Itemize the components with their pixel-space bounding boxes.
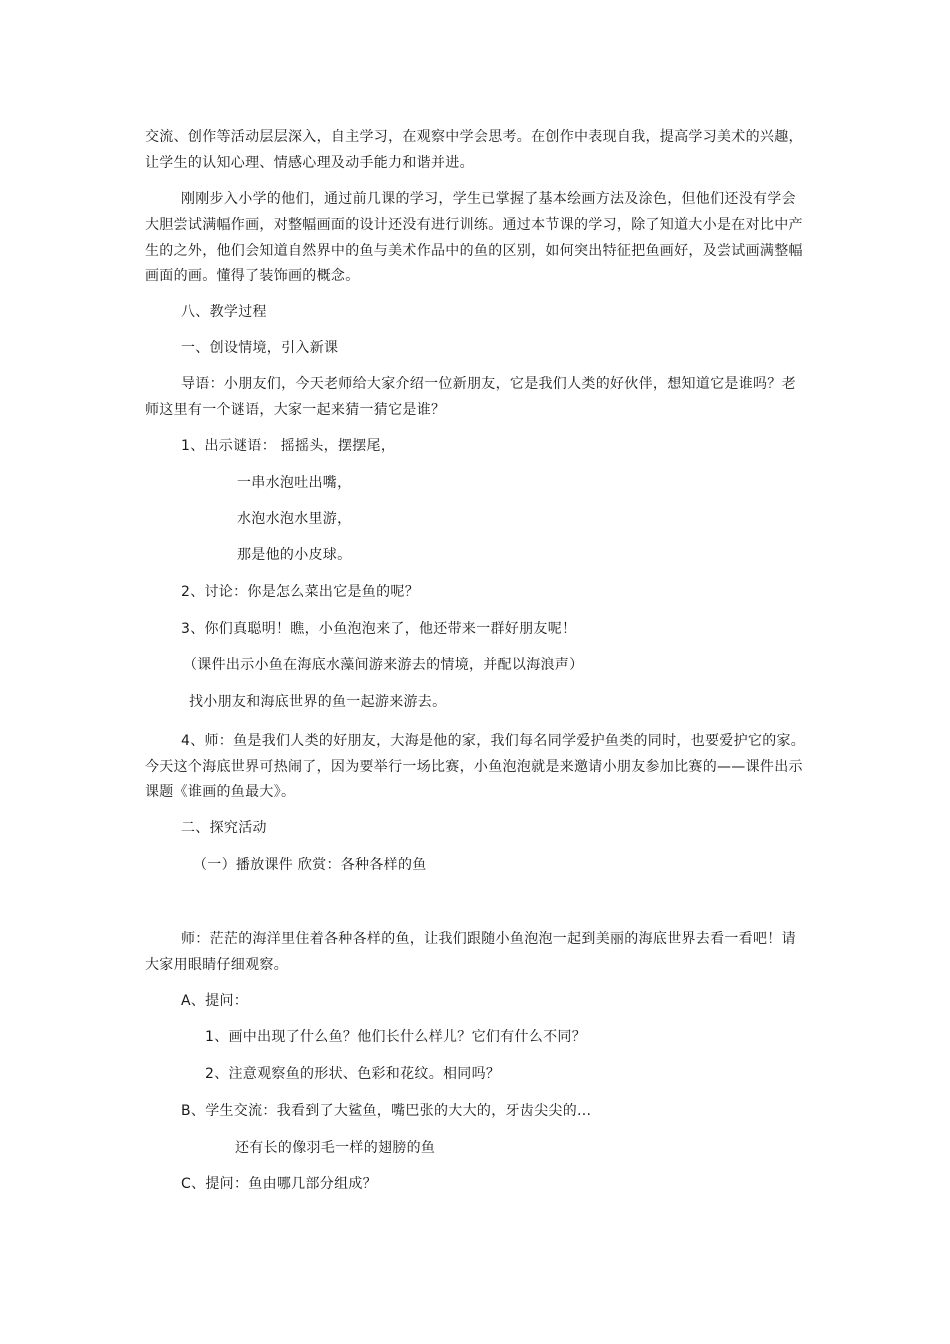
text-line: 大家用眼睛仔细观察。 [145, 957, 288, 973]
text-line: 4、师：鱼是我们人类的好朋友，大海是他的家，我们每名同学爱护鱼类的同时，也要爱护它的家。 [181, 733, 806, 749]
text-line: 师：茫茫的海洋里住着各种各样的鱼，让我们跟随小鱼泡泡一起到美丽的海底世界去看一看吧！请 [181, 931, 796, 947]
text-line: C、提问：鱼由哪几部分组成？ [181, 1176, 377, 1192]
text-line: （课件出示小鱼在海底水藻间游来游去的情境，并配以海浪声） [183, 657, 584, 673]
text-line: 1、画中出现了什么鱼？他们长什么样儿？它们有什么不同？ [205, 1029, 587, 1045]
text-line: 2、讨论：你是怎么菜出它是鱼的呢？ [181, 584, 420, 600]
text-line: 课题《谁画的鱼最大》。 [145, 784, 296, 800]
text-line: （一）播放课件 欣赏：各种各样的鱼 [193, 857, 427, 873]
text-line: 3、你们真聪明！瞧，小鱼泡泡来了，他还带来一群好朋友呢！ [181, 621, 577, 637]
text-line: 大胆尝试满幅作画，对整幅画面的设计还没有进行训练。通过本节课的学习，除了知道大小是在对比中产 [145, 217, 803, 233]
riddle-line: 水泡水泡水里游， [237, 511, 352, 527]
riddle-line: 那是他的小皮球。 [237, 547, 352, 563]
text-line: 刚刚步入小学的他们，通过前几课的学习，学生已掌握了基本绘画方法及涂色，但他们还没有学会 [181, 191, 796, 207]
section-heading: 二、探究活动 [181, 820, 267, 836]
text-line: A、提问： [181, 993, 249, 1009]
text-line: 生的之外，他们会知道自然界中的鱼与美术作品中的鱼的区别，如何突出特征把鱼画好，及尝试画满整幅 [145, 243, 803, 259]
text-line: 师这里有一个谜语，大家一起来猜一猜它是谁？ [145, 402, 446, 418]
text-line: 让学生的认知心理、情感心理及动手能力和谐并进。 [145, 155, 474, 171]
section-heading: 一、创设情境，引入新课 [181, 340, 339, 356]
text-line: 1、出示谜语： 摇摇头，摆摆尾， [181, 438, 396, 454]
text-line: 还有长的像羽毛一样的翅膀的鱼 [235, 1140, 436, 1156]
text-line: 导语：小朋友们，今天老师给大家介绍一位新朋友，它是我们人类的好伙伴，想知道它是谁吗？老 [181, 376, 796, 392]
text-line: 今天这个海底世界可热闹了，因为要举行一场比赛，小鱼泡泡就是来邀请小朋友参加比赛的——课件出示 [145, 759, 803, 775]
text-line: B、学生交流：我看到了大鲨鱼，嘴巴张的大大的，牙齿尖尖的... [181, 1103, 592, 1119]
text-line: 2、注意观察鱼的形状、色彩和花纹。相同吗？ [205, 1066, 501, 1082]
section-heading: 八、教学过程 [181, 304, 267, 320]
riddle-line: 一串水泡吐出嘴， [237, 475, 352, 491]
text-line: 找小朋友和海底世界的鱼一起游来游去。 [189, 694, 447, 710]
text-line: 交流、创作等活动层层深入，自主学习，在观察中学会思考。在创作中表现自我，提高学习美术的兴趣， [145, 129, 803, 145]
text-line: 画面的画。懂得了装饰画的概念。 [145, 268, 360, 284]
